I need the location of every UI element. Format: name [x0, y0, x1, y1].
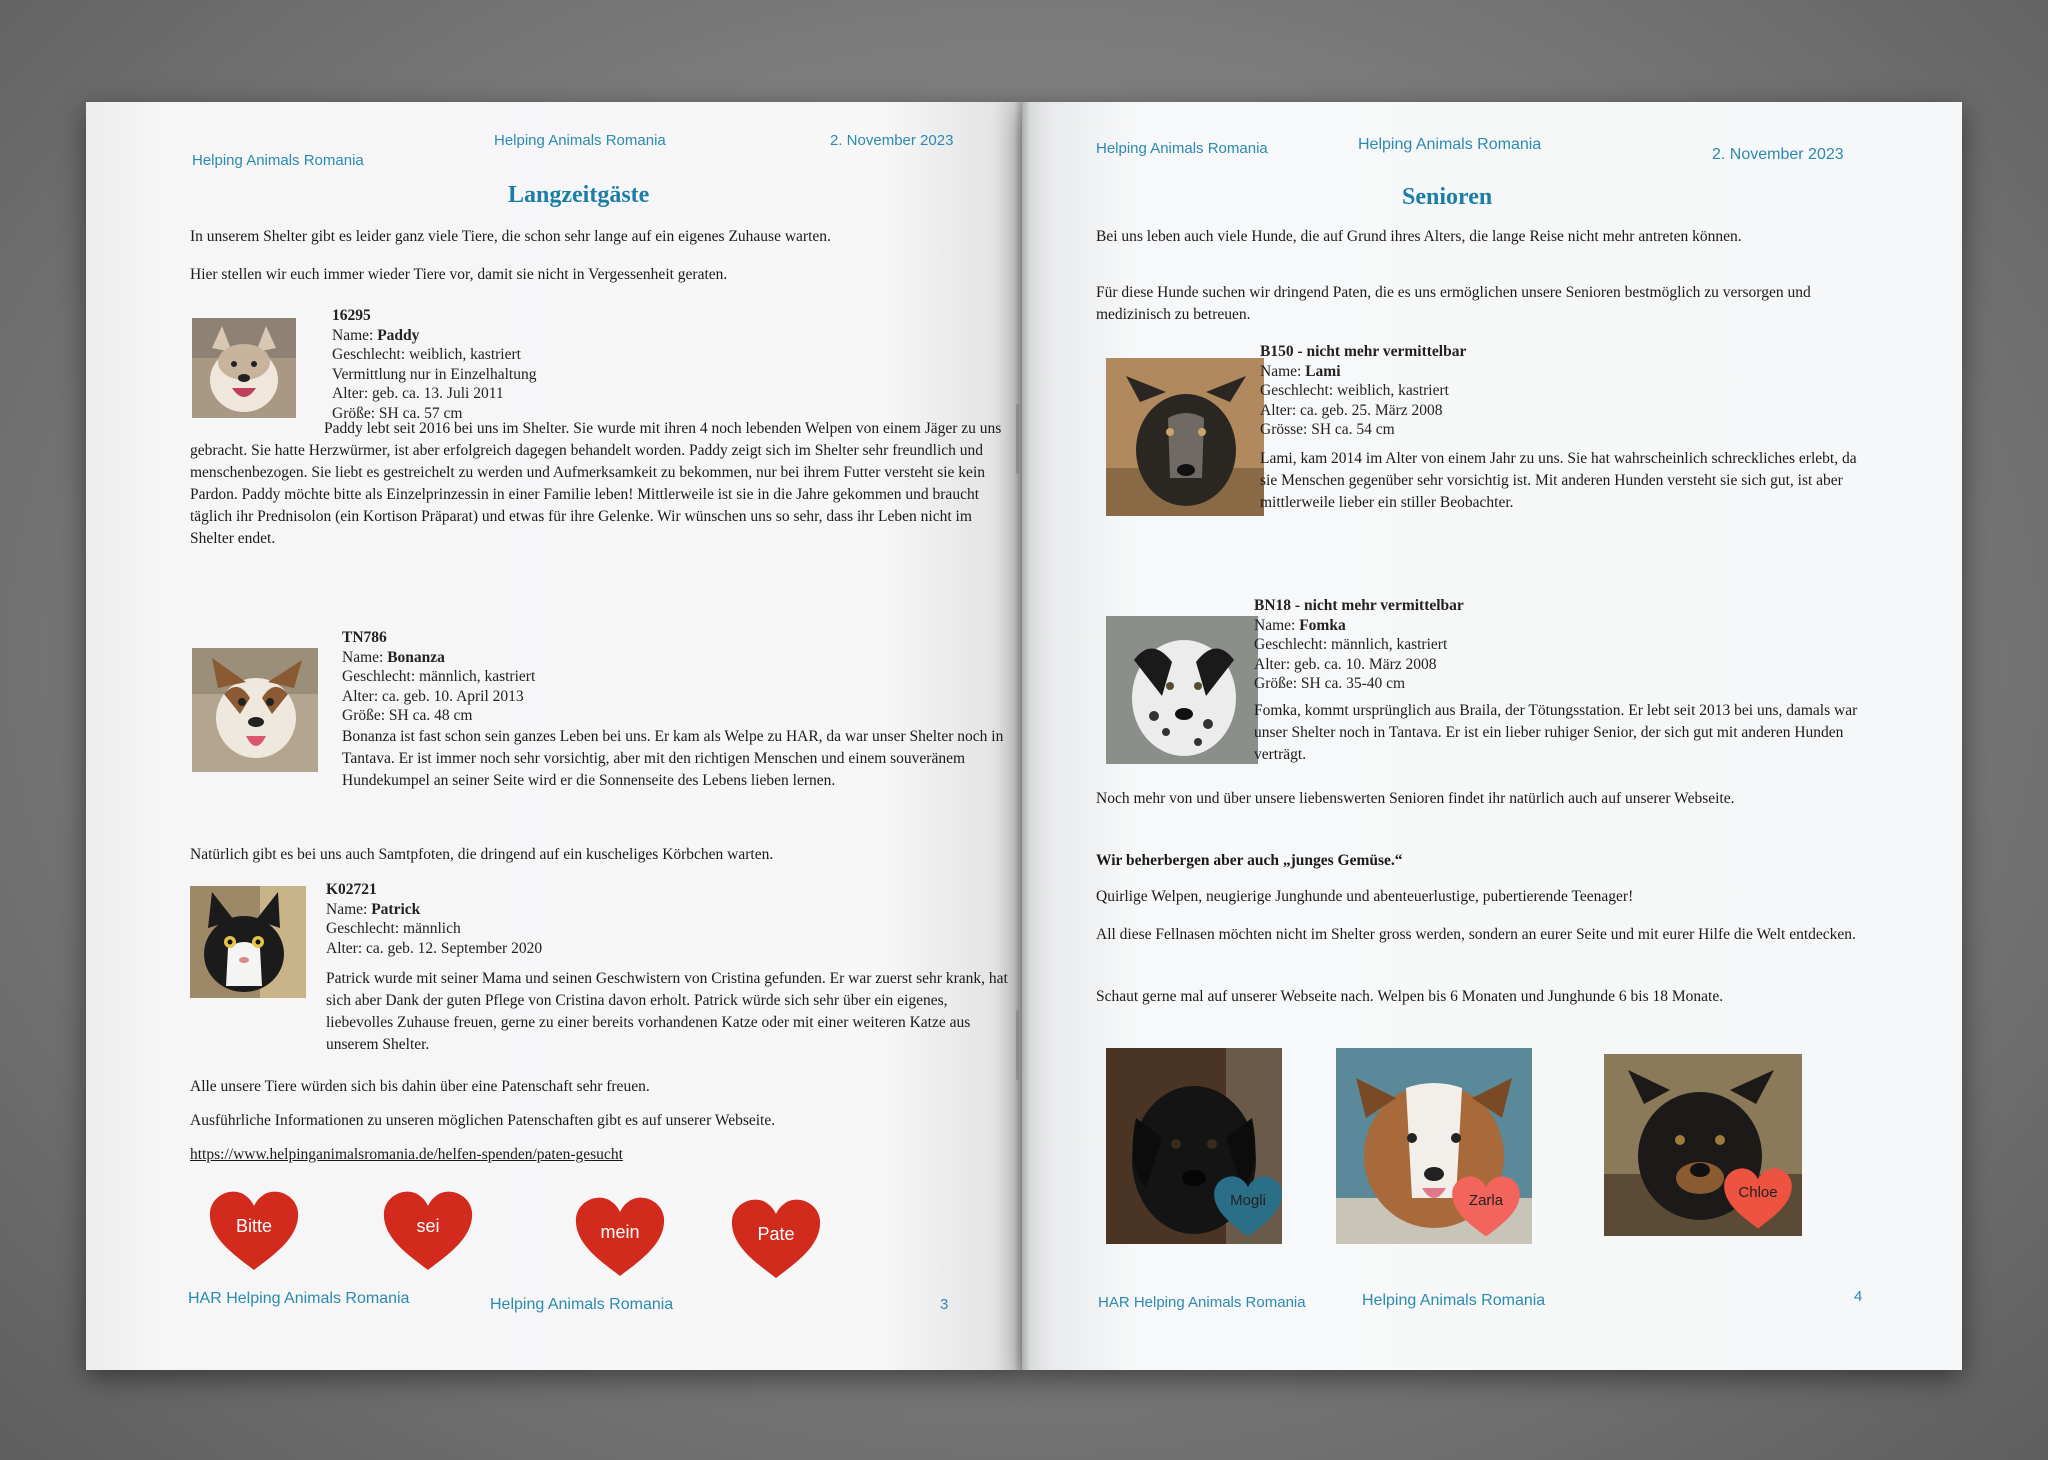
animal-detail: Geschlecht: männlich, kastriert: [1254, 636, 1448, 653]
name-label: Name:: [1254, 616, 1300, 634]
animal-id: TN786: [342, 629, 387, 646]
heart-label: Bitte: [235, 1216, 273, 1236]
animal-name: Fomka: [1299, 616, 1346, 634]
animal-id: BN18: [1254, 597, 1292, 614]
heart-sei: [380, 1186, 476, 1272]
animal-detail: Alter: ca. geb. 10. April 2013: [342, 687, 524, 705]
animal-detail: Größe: SH ca. 35-40 cm: [1254, 675, 1406, 692]
animal-name: Lami: [1305, 362, 1341, 380]
animal-detail: Größe: SH ca. 48 cm: [342, 707, 473, 724]
animal-name-line: [326, 900, 542, 920]
right-page: [1022, 102, 1962, 1370]
puppy-name: Mogli: [1230, 1192, 1266, 1209]
young-text-3: Schaut gerne mal auf unserer Webseite nach. Welpen bis 6 Monaten und Junghunde 6 bis 18 Monate.: [1096, 988, 1724, 1005]
heart-bitte: [206, 1186, 302, 1272]
dog-photo-paddy: [192, 318, 296, 418]
animal-detail: Größe: SH ca. 57 cm: [332, 404, 463, 422]
name-label: Name:: [326, 900, 372, 918]
name-label: Name:: [342, 648, 388, 666]
page-title: Senioren: [1402, 184, 1493, 210]
left-page: [86, 102, 1022, 1370]
animal-id: K02721: [326, 881, 377, 898]
header-date: 2. November 2023: [1712, 146, 1844, 163]
header-date: 2. November 2023: [830, 132, 954, 149]
bonanza-description: [190, 726, 1018, 792]
animal-detail: Geschlecht: weiblich, kastriert: [1260, 382, 1449, 399]
name-label: Name:: [332, 326, 378, 344]
senioren-intro-1: Bei uns leben auch viele Hunde, die auf Grund ihres Alters, die lange Reise nicht mehr antreten können.: [1096, 228, 1742, 245]
record-fomka: [1254, 596, 1464, 694]
dog-photo-lami: [1106, 358, 1264, 516]
puppy-name: Zarla: [1468, 1192, 1504, 1209]
intro-2: Hier stellen wir euch immer wieder Tiere vor, damit sie nicht in Vergessenheit geraten.: [190, 266, 728, 283]
page-number: 3: [940, 1296, 949, 1313]
heart-label: sei: [416, 1216, 440, 1236]
puppy-heart-zarla: [1448, 1172, 1524, 1238]
booklet-spine: [1014, 102, 1030, 1370]
animal-name: Patrick: [371, 900, 421, 918]
record-patrick: [326, 880, 542, 958]
footer-center: Helping Animals Romania: [1362, 1292, 1546, 1309]
puppy-heart-mogli: [1210, 1172, 1286, 1238]
animal-id-line: [1254, 596, 1464, 616]
header-center: Helping Animals Romania: [494, 132, 666, 149]
cats-intro: Natürlich gibt es bei uns auch Samtpfoten, die dringend auf ein kuscheliges Körbchen warten.: [190, 846, 774, 863]
staple-top: [1016, 404, 1020, 474]
animal-detail: Alter: geb. ca. 13. Juli 2011: [332, 385, 504, 402]
animal-name-line: [332, 326, 536, 346]
heart-mein: [572, 1192, 668, 1278]
animal-name: Paddy: [377, 326, 420, 344]
animal-detail: Geschlecht: männlich: [326, 920, 461, 937]
dog-photo-fomka: [1106, 616, 1258, 764]
animal-name-line: [1254, 616, 1464, 636]
animal-detail: Geschlecht: männlich, kastriert: [342, 668, 536, 685]
record-paddy: [332, 306, 536, 423]
fomka-description: Fomka, kommt ursprünglich aus Braila, der Tötungsstation. Er lebt seit 2013 bei uns, damals war unser Shelter noch in Tantava. Er ist ein lieber ruhiger Senior, der sich gut mit anderen Hunden verträgt.: [1254, 702, 1858, 763]
header-center: Helping Animals Romania: [1358, 136, 1542, 153]
animal-id-line: [1260, 342, 1466, 362]
info-text: Ausführliche Informationen zu unseren möglichen Patenschaften gibt es auf unserer Webseite.: [190, 1112, 776, 1129]
patrick-description: [190, 968, 1018, 1056]
animal-detail: Alter: geb. ca. 10. März 2008: [1254, 655, 1437, 673]
heart-label: Pate: [757, 1224, 795, 1244]
patrick-text: Patrick wurde mit seiner Mama und seinen Geschwistern von Cristina gefunden. Er war zuerst sehr krank, hat sich aber Dank der guten Pflege von Cristina davon erholt. Patrick würde sich sehr über ein eigenes, liebevolles Zuhause freuen, gerne zu einer bereits vorhandenen Katze oder mit einer weiteren Katze aus unserem Shelter.: [326, 970, 1008, 1053]
footer-left: HAR Helping Animals Romania: [1098, 1294, 1306, 1311]
bonanza-text: Bonanza ist fast schon sein ganzes Leben bei uns. Er kam als Welpe zu HAR, da war unser Shelter noch in Tantava. Er ist immer noch sehr vorsichtig, aber mit den richtigen Menschen und einem souveränem Hundekumpel an seiner Seite wird er die Sonnenseite des Lebens lieben lernen.: [342, 728, 1004, 789]
animal-detail: Alter: ca. geb. 12. September 2020: [326, 939, 543, 957]
animal-detail: Vermittlung nur in Einzelhaltung: [332, 365, 537, 383]
closing-text: Alle unsere Tiere würden sich bis dahin über eine Patenschaft sehr freuen.: [190, 1078, 650, 1095]
status-badge: - nicht mehr vermittelbar: [1291, 597, 1464, 614]
animal-id: B150: [1260, 343, 1294, 360]
young-text-2: All diese Fellnasen möchten nicht im Shelter gross werden, sondern an eurer Seite und mit eurer Hilfe die Welt entdecken.: [1096, 926, 1856, 943]
record-bonanza: [342, 628, 535, 726]
intro-1: In unserem Shelter gibt es leider ganz viele Tiere, die schon sehr lange auf ein eigenes Zuhause warten.: [190, 228, 831, 245]
heart-pate: [728, 1194, 824, 1280]
more-seniors-text: Noch mehr von und über unsere liebenswerten Senioren findet ihr natürlich auch auf unserer Webseite.: [1096, 790, 1735, 807]
puppy-name: Chloe: [1738, 1184, 1778, 1201]
record-lami: [1260, 342, 1466, 440]
staple-bottom: [1016, 1010, 1020, 1080]
young-text-1: Quirlige Welpen, neugierige Junghunde und abenteuerlustige, pubertierende Teenager!: [1096, 888, 1634, 905]
animal-detail: Alter: ca. geb. 25. März 2008: [1260, 401, 1443, 419]
footer-left: HAR Helping Animals Romania: [188, 1290, 410, 1307]
heart-label: mein: [600, 1222, 640, 1242]
animal-id: 16295: [332, 307, 371, 324]
footer-center: Helping Animals Romania: [490, 1296, 674, 1313]
page-title: Langzeitgäste: [508, 182, 650, 208]
lami-description: Lami, kam 2014 im Alter von einem Jahr zu uns. Sie hat wahrscheinlich schreckliches erlebt, da sie Menschen gegenüber sehr vorsichtig ist. Mit anderen Hunden versteht sie sich gut, ist aber mittlerweile lieber ein stiller Beobachter.: [1260, 450, 1857, 511]
name-label: Name:: [1260, 362, 1306, 380]
page-number: 4: [1854, 1288, 1863, 1305]
status-badge: - nicht mehr vermittelbar: [1293, 343, 1467, 360]
header-left: Helping Animals Romania: [192, 152, 364, 169]
puppy-heart-chloe: [1720, 1164, 1796, 1230]
paddy-description: Paddy lebt seit 2016 bei uns im Shelter. Sie wurde mit ihren 4 noch lebenden Welpen von einem Jäger zu uns gebracht. Sie hatte Herzwürmer, ist aber erfolgreich dagegen behandelt worden. Paddy zeigt sich im Shelter sehr freundlich und menschenbezogen. Sie liebt es gestreichelt zu werden und Aufmerksamkeit zu bekommen, nur bei ihrem Futter versteht sie kein Pardon. Paddy möchte bitte als Einzelprinzessin in einer Familie leben! Mittlerweile ist sie in die Jahre gekommen und braucht täglich ihr Prednisolon (ein Kortison Präparat) und etwas für ihre Gelenke. Wir wünschen uns so sehr, dass ihr Leben nicht im Shelter endet.: [190, 420, 1002, 547]
animal-name-line: [1260, 362, 1466, 382]
animal-name-line: [342, 648, 535, 668]
senioren-intro-2: Für diese Hunde suchen wir dringend Paten, die es uns ermöglichen unsere Senioren bestmöglich zu versorgen und medizinisch zu betreuen.: [1096, 284, 1811, 323]
animal-detail: Grösse: SH ca. 54 cm: [1260, 421, 1395, 438]
sponsorship-link[interactable]: https://www.helpinganimalsromania.de/helfen-spenden/paten-gesucht: [190, 1146, 623, 1163]
header-left: Helping Animals Romania: [1096, 140, 1268, 157]
young-heading: Wir beherbergen aber auch „junges Gemüse.“: [1096, 852, 1403, 869]
animal-detail: Geschlecht: weiblich, kastriert: [332, 346, 521, 363]
animal-name: Bonanza: [387, 648, 445, 666]
